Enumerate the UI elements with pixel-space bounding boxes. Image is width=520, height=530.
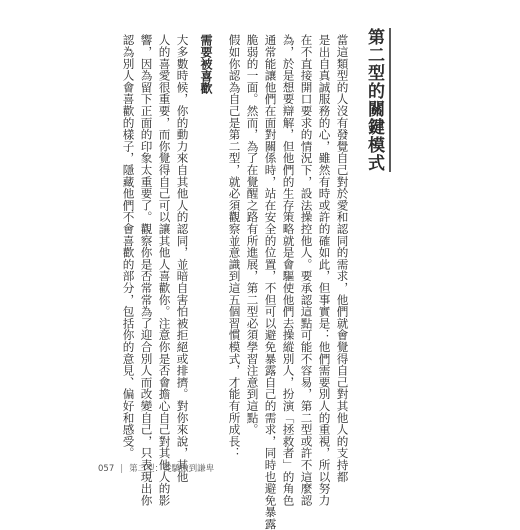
paragraph-column: 通常能讓他們在面對關係時，站在安全的位置，不但可以避免暴露自己的需求，同時也避免暴露	[263, 34, 278, 530]
page-footer	[98, 462, 214, 474]
paragraph-column: 響，因為留下正面的印象太重要了。觀察你是否常常為了迎合別人而改變自己，只表現出你	[139, 34, 154, 506]
paragraph-column: 假如你認為自己是第二型，就必須觀察並意識到這五個習慣模式，才能有所成長：	[227, 34, 242, 459]
paragraph-column: 在不直接開口要求的情況下，設法操控他人。要承認這點可能不容易，第二型或許不這麼認	[299, 34, 314, 506]
paragraph-column: 認為別人會喜歡的樣子，隱藏他們不會喜歡的部分，包括你的意見、偏好和感受。	[121, 34, 136, 459]
paragraph-column: 脆弱的一面。然而，為了在覺醒之路有所進展，第二型必須學習注意到這點。	[245, 34, 260, 436]
paragraph-column: 大多數時候，你的動力來自其他人的認同，並暗自害怕被拒絕或排擠。對你來說，其他	[175, 34, 190, 483]
paragraph-column: 為，於是想要辯解，但他們的生存策略就是會驅使他們去操縱別人，扮演「拯救者」的角色	[281, 34, 296, 506]
footer-divider: |	[120, 464, 124, 474]
paragraph-column: 是出自真誠服務的心，雖然有時或許的確如此，但事實是：他們需要別人的重視，所以努力	[317, 34, 332, 506]
running-title: 第二型：從驕傲到謙卑	[129, 464, 215, 474]
section-title: 第二型的關鍵模式	[362, 28, 391, 172]
subheading: 需要被喜歡	[199, 34, 213, 94]
page-number: 057	[98, 464, 115, 474]
paragraph-column: 人的喜愛很重要，而你覺得自己可以讓其他人喜歡你。注意你是否會擔心自己對其他人的影	[157, 34, 172, 506]
paragraph-column: 當這類型的人沒有發覺自己對於愛和認同的需求，他們就會覺得自己對其他人的支持都	[335, 34, 350, 483]
